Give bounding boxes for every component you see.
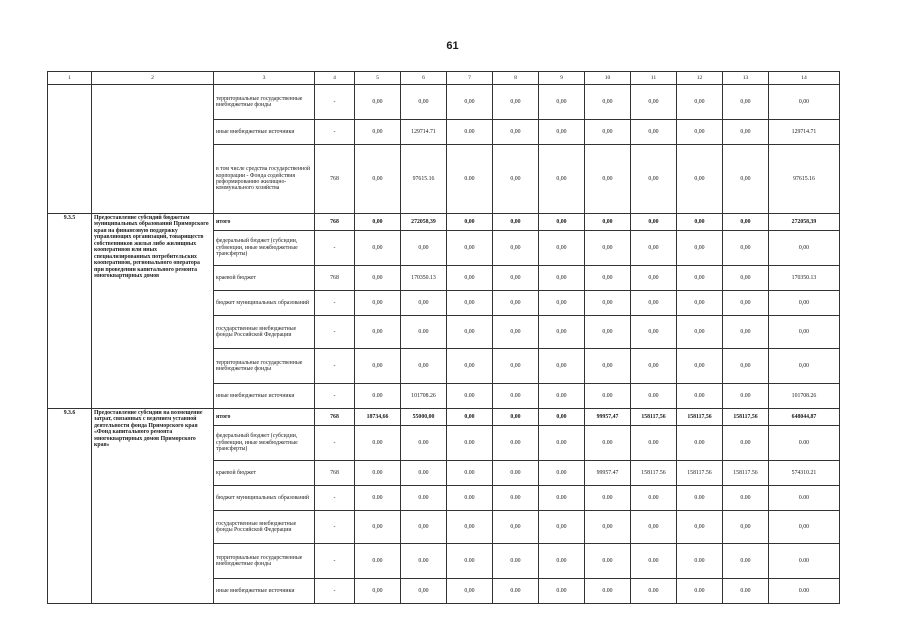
budget-code: - — [315, 486, 355, 511]
value-cell-col-11: 0,00 — [631, 85, 677, 120]
section-description: Предоставление субсидий бюджетам муниципальных образований Приморского края на финансовую поддержку управляющих организаций, товариществ собственников жилья либо жилищных кооперативов или иных специализированных потребительских кооперативов, регионального оператора при проведении капитального ремонта многоквартирных домов — [92, 214, 214, 409]
value-cell-col-9: 0.00 — [539, 461, 585, 486]
column-header-14: 14 — [769, 72, 840, 85]
table-row — [48, 214, 840, 231]
value-cell-col-14: 0,00 — [769, 231, 840, 266]
value-cell-col-13: 0,00 — [723, 145, 769, 214]
table-row — [48, 85, 840, 120]
value-cell-col-6: 0.00 — [401, 316, 447, 349]
funding-source: федеральный бюджет (субсидии, субвенции, иные межбюджетные трансферты) — [214, 231, 315, 266]
value-cell-col-6: 0.00 — [401, 461, 447, 486]
funding-source: территориальные государственные внебюджетные фонды — [214, 544, 315, 579]
value-cell-col-8: 0,00 — [493, 349, 539, 384]
value-cell-col-8: 0,00 — [493, 316, 539, 349]
value-cell-col-8: 0,00 — [493, 511, 539, 544]
funding-source: итого — [214, 409, 315, 426]
section-code: 9.3.6 — [48, 409, 92, 604]
column-header-5: 5 — [355, 72, 401, 85]
value-cell-col-5: 0,00 — [355, 214, 401, 231]
value-cell-col-6: 129714.71 — [401, 120, 447, 145]
funding-source: иные внебюджетные источники — [214, 384, 315, 409]
value-cell-col-13: 0.00 — [723, 426, 769, 461]
value-cell-col-10: 0,00 — [585, 85, 631, 120]
value-cell-col-7: 0.00 — [447, 544, 493, 579]
value-cell-col-6: 0,00 — [401, 231, 447, 266]
budget-code: 768 — [315, 214, 355, 231]
value-cell-col-10: 0.00 — [585, 426, 631, 461]
value-cell-col-7: 0.00 — [447, 120, 493, 145]
column-header-1: 1 — [48, 72, 92, 85]
value-cell-col-5: 0,00 — [355, 120, 401, 145]
value-cell-col-7: 0.00 — [447, 384, 493, 409]
value-cell-col-14: 170350.13 — [769, 266, 840, 291]
column-header-3: 3 — [214, 72, 315, 85]
value-cell-col-5: 0.00 — [355, 544, 401, 579]
column-header-10: 10 — [585, 72, 631, 85]
column-header-6: 6 — [401, 72, 447, 85]
value-cell-col-5: 0,00 — [355, 316, 401, 349]
value-cell-col-12: 0,00 — [677, 291, 723, 316]
value-cell-col-14: 0,00 — [769, 85, 840, 120]
budget-code: - — [315, 291, 355, 316]
funding-source: бюджет муниципальных образований — [214, 291, 315, 316]
value-cell-col-6: 0.00 — [401, 486, 447, 511]
funding-source: федеральный бюджет (субсидии, субвенции, иные межбюджетные трансферты) — [214, 426, 315, 461]
value-cell-col-12: 0,00 — [677, 231, 723, 266]
value-cell-col-7: 0.00 — [447, 461, 493, 486]
value-cell-col-12: 0,00 — [677, 85, 723, 120]
value-cell-col-6: 0.00 — [401, 426, 447, 461]
column-header-4: 4 — [315, 72, 355, 85]
value-cell-col-14: 97615.16 — [769, 145, 840, 214]
value-cell-col-14: 0.00 — [769, 426, 840, 461]
value-cell-col-14: 574310.21 — [769, 461, 840, 486]
value-cell-col-5: 0,00 — [355, 291, 401, 316]
budget-code: - — [315, 231, 355, 266]
value-cell-col-7: 0,00 — [447, 291, 493, 316]
value-cell-col-12: 0,00 — [677, 316, 723, 349]
value-cell-col-10: 0,00 — [585, 214, 631, 231]
value-cell-col-12: 0.00 — [677, 384, 723, 409]
value-cell-col-6: 170350.13 — [401, 266, 447, 291]
value-cell-col-8: 0,00 — [493, 409, 539, 426]
value-cell-col-6: 272058,39 — [401, 214, 447, 231]
budget-code: 768 — [315, 461, 355, 486]
budget-code: - — [315, 349, 355, 384]
value-cell-col-12: 158117,56 — [677, 409, 723, 426]
value-cell-col-9: 0.00 — [539, 426, 585, 461]
column-header-13: 13 — [723, 72, 769, 85]
value-cell-col-5: 0.00 — [355, 461, 401, 486]
value-cell-col-7: 0.00 — [447, 145, 493, 214]
value-cell-col-10: 0,00 — [585, 120, 631, 145]
budget-code: - — [315, 579, 355, 604]
value-cell-col-8: 0,00 — [493, 120, 539, 145]
value-cell-col-14: 648044,87 — [769, 409, 840, 426]
value-cell-col-6: 97615.16 — [401, 145, 447, 214]
value-cell-col-14: 0,00 — [769, 316, 840, 349]
value-cell-col-11: 0,00 — [631, 231, 677, 266]
value-cell-col-10: 0.00 — [585, 384, 631, 409]
value-cell-col-9: 0,00 — [539, 291, 585, 316]
description-cell-empty — [92, 85, 214, 214]
funding-source: в том числе средства государственной корпорации - Фонда содействия реформированию жилищно-коммунального хозяйства — [214, 145, 315, 214]
value-cell-col-10: 0.00 — [585, 579, 631, 604]
value-cell-col-7: 0.00 — [447, 426, 493, 461]
funding-source: краевой бюджет — [214, 461, 315, 486]
funding-source: итого — [214, 214, 315, 231]
value-cell-col-9: 0.00 — [539, 384, 585, 409]
funding-source: государственные внебюджетные фонды Российской Федерации — [214, 511, 315, 544]
value-cell-col-8: 0.00 — [493, 384, 539, 409]
value-cell-col-8: 0.00 — [493, 426, 539, 461]
value-cell-col-7: 0,00 — [447, 511, 493, 544]
value-cell-col-13: 0,00 — [723, 214, 769, 231]
value-cell-col-9: 0,00 — [539, 316, 585, 349]
value-cell-col-11: 0.00 — [631, 384, 677, 409]
value-cell-col-14: 0.00 — [769, 486, 840, 511]
value-cell-col-14: 0,00 — [769, 511, 840, 544]
value-cell-col-14: 0,00 — [769, 349, 840, 384]
value-cell-col-9: 0.00 — [539, 579, 585, 604]
column-header-8: 8 — [493, 72, 539, 85]
value-cell-col-9: 0,00 — [539, 266, 585, 291]
value-cell-col-7: 0,00 — [447, 579, 493, 604]
value-cell-col-11: 0.00 — [631, 579, 677, 604]
budget-code: - — [315, 384, 355, 409]
budget-table — [47, 71, 840, 604]
value-cell-col-12: 0,00 — [677, 511, 723, 544]
value-cell-col-8: 0.00 — [493, 461, 539, 486]
value-cell-col-13: 0,00 — [723, 231, 769, 266]
value-cell-col-8: 0,00 — [493, 266, 539, 291]
value-cell-col-6: 0,00 — [401, 511, 447, 544]
value-cell-col-7: 0,00 — [447, 231, 493, 266]
section-code: 9.3.5 — [48, 214, 92, 409]
value-cell-col-10: 99957,47 — [585, 409, 631, 426]
budget-code: 768 — [315, 266, 355, 291]
funding-source: территориальные государственные внебюджетные фонды — [214, 349, 315, 384]
value-cell-col-7: 0,00 — [447, 349, 493, 384]
value-cell-col-5: 18734,66 — [355, 409, 401, 426]
value-cell-col-9: 0,00 — [539, 511, 585, 544]
value-cell-col-12: 0.00 — [677, 486, 723, 511]
value-cell-col-11: 0,00 — [631, 511, 677, 544]
value-cell-col-11: 0,00 — [631, 266, 677, 291]
value-cell-col-8: 0.00 — [493, 486, 539, 511]
budget-code: - — [315, 544, 355, 579]
value-cell-col-14: 272058,39 — [769, 214, 840, 231]
value-cell-col-12: 0,00 — [677, 214, 723, 231]
value-cell-col-12: 0.00 — [677, 579, 723, 604]
value-cell-col-6: 0,00 — [401, 291, 447, 316]
value-cell-col-10: 0,00 — [585, 145, 631, 214]
value-cell-col-13: 158117,56 — [723, 409, 769, 426]
value-cell-col-7: 0.00 — [447, 486, 493, 511]
value-cell-col-5: 0,00 — [355, 579, 401, 604]
page-number: 61 — [446, 40, 459, 52]
budget-code: - — [315, 426, 355, 461]
value-cell-col-5: 0,00 — [355, 349, 401, 384]
value-cell-col-9: 0.00 — [539, 486, 585, 511]
value-cell-col-8: 0,00 — [493, 145, 539, 214]
value-cell-col-7: 0,00 — [447, 316, 493, 349]
value-cell-col-11: 0.00 — [631, 486, 677, 511]
value-cell-col-10: 0.00 — [585, 544, 631, 579]
value-cell-col-11: 0,00 — [631, 349, 677, 384]
value-cell-col-8: 0,00 — [493, 214, 539, 231]
budget-code: 768 — [315, 409, 355, 426]
value-cell-col-8: 0.00 — [493, 579, 539, 604]
value-cell-col-7: 0,00 — [447, 266, 493, 291]
value-cell-col-12: 0.00 — [677, 544, 723, 579]
value-cell-col-9: 0.00 — [539, 544, 585, 579]
funding-source: государственные внебюджетные фонды Российской Федерации — [214, 316, 315, 349]
value-cell-col-5: 0.00 — [355, 384, 401, 409]
value-cell-col-11: 0,00 — [631, 291, 677, 316]
value-cell-col-13: 0,00 — [723, 266, 769, 291]
value-cell-col-5: 0,00 — [355, 145, 401, 214]
value-cell-col-11: 158117.56 — [631, 461, 677, 486]
value-cell-col-11: 0.00 — [631, 544, 677, 579]
value-cell-col-13: 158117.56 — [723, 461, 769, 486]
value-cell-col-7: 0,00 — [447, 85, 493, 120]
funding-source: иные внебюджетные источники — [214, 579, 315, 604]
value-cell-col-12: 0.00 — [677, 426, 723, 461]
value-cell-col-10: 0,00 — [585, 231, 631, 266]
value-cell-col-5: 0,00 — [355, 231, 401, 266]
budget-code: - — [315, 316, 355, 349]
value-cell-col-7: 0,00 — [447, 409, 493, 426]
budget-code: - — [315, 511, 355, 544]
value-cell-col-13: 0,00 — [723, 85, 769, 120]
value-cell-col-6: 0,00 — [401, 579, 447, 604]
value-cell-col-5: 0,00 — [355, 85, 401, 120]
value-cell-col-9: 0,00 — [539, 231, 585, 266]
funding-source: территориальные государственные внебюджетные фонды — [214, 85, 315, 120]
value-cell-col-11: 0.00 — [631, 426, 677, 461]
value-cell-col-11: 0,00 — [631, 316, 677, 349]
code-cell-empty — [48, 85, 92, 214]
value-cell-col-14: 0,00 — [769, 291, 840, 316]
value-cell-col-5: 0,00 — [355, 511, 401, 544]
value-cell-col-11: 0,00 — [631, 120, 677, 145]
section-description: Предоставление субсидии на возмещение затрат, связанных с ведением уставной деятельности фонда Приморского края «Фонд капитального ремонта многоквартирных домов Приморского края» — [92, 409, 214, 604]
budget-code: - — [315, 120, 355, 145]
funding-source: бюджет муниципальных образований — [214, 486, 315, 511]
value-cell-col-8: 0,00 — [493, 291, 539, 316]
value-cell-col-9: 0,00 — [539, 214, 585, 231]
budget-code: - — [315, 85, 355, 120]
value-cell-col-8: 0,00 — [493, 85, 539, 120]
header-row — [48, 72, 840, 85]
column-header-9: 9 — [539, 72, 585, 85]
value-cell-col-12: 0,00 — [677, 145, 723, 214]
value-cell-col-10: 99957.47 — [585, 461, 631, 486]
value-cell-col-14: 101708.26 — [769, 384, 840, 409]
table-row — [48, 409, 840, 426]
value-cell-col-9: 0,00 — [539, 409, 585, 426]
value-cell-col-9: 0,00 — [539, 349, 585, 384]
funding-source: иные внебюджетные источники — [214, 120, 315, 145]
value-cell-col-11: 0,00 — [631, 214, 677, 231]
value-cell-col-9: 0,00 — [539, 120, 585, 145]
value-cell-col-5: 0.00 — [355, 486, 401, 511]
value-cell-col-14: 0.00 — [769, 579, 840, 604]
value-cell-col-10: 0,00 — [585, 266, 631, 291]
value-cell-col-8: 0,00 — [493, 231, 539, 266]
column-header-7: 7 — [447, 72, 493, 85]
value-cell-col-6: 0,00 — [401, 85, 447, 120]
value-cell-col-13: 0.00 — [723, 486, 769, 511]
value-cell-col-13: 0.00 — [723, 384, 769, 409]
value-cell-col-13: 0,00 — [723, 291, 769, 316]
column-header-12: 12 — [677, 72, 723, 85]
value-cell-col-10: 0.00 — [585, 486, 631, 511]
value-cell-col-10: 0,00 — [585, 291, 631, 316]
value-cell-col-7: 0,00 — [447, 214, 493, 231]
value-cell-col-8: 0.00 — [493, 544, 539, 579]
value-cell-col-10: 0,00 — [585, 511, 631, 544]
value-cell-col-13: 0,00 — [723, 120, 769, 145]
value-cell-col-12: 0,00 — [677, 266, 723, 291]
value-cell-col-5: 0,00 — [355, 266, 401, 291]
value-cell-col-13: 0,00 — [723, 511, 769, 544]
column-header-2: 2 — [92, 72, 214, 85]
value-cell-col-5: 0.00 — [355, 426, 401, 461]
value-cell-col-10: 0,00 — [585, 316, 631, 349]
value-cell-col-11: 0,00 — [631, 145, 677, 214]
value-cell-col-13: 0.00 — [723, 544, 769, 579]
value-cell-col-6: 0.00 — [401, 544, 447, 579]
value-cell-col-13: 0,00 — [723, 349, 769, 384]
value-cell-col-9: 0,00 — [539, 145, 585, 214]
value-cell-col-14: 0.00 — [769, 544, 840, 579]
value-cell-col-12: 158117.56 — [677, 461, 723, 486]
value-cell-col-11: 158117,56 — [631, 409, 677, 426]
value-cell-col-6: 101708.26 — [401, 384, 447, 409]
value-cell-col-6: 0,00 — [401, 349, 447, 384]
value-cell-col-14: 129714.71 — [769, 120, 840, 145]
value-cell-col-12: 0,00 — [677, 349, 723, 384]
value-cell-col-6: 55000,00 — [401, 409, 447, 426]
value-cell-col-13: 0,00 — [723, 316, 769, 349]
value-cell-col-13: 0.00 — [723, 579, 769, 604]
budget-code: 768 — [315, 145, 355, 214]
value-cell-col-12: 0,00 — [677, 120, 723, 145]
column-header-11: 11 — [631, 72, 677, 85]
value-cell-col-10: 0,00 — [585, 349, 631, 384]
value-cell-col-9: 0,00 — [539, 85, 585, 120]
funding-source: краевой бюджет — [214, 266, 315, 291]
